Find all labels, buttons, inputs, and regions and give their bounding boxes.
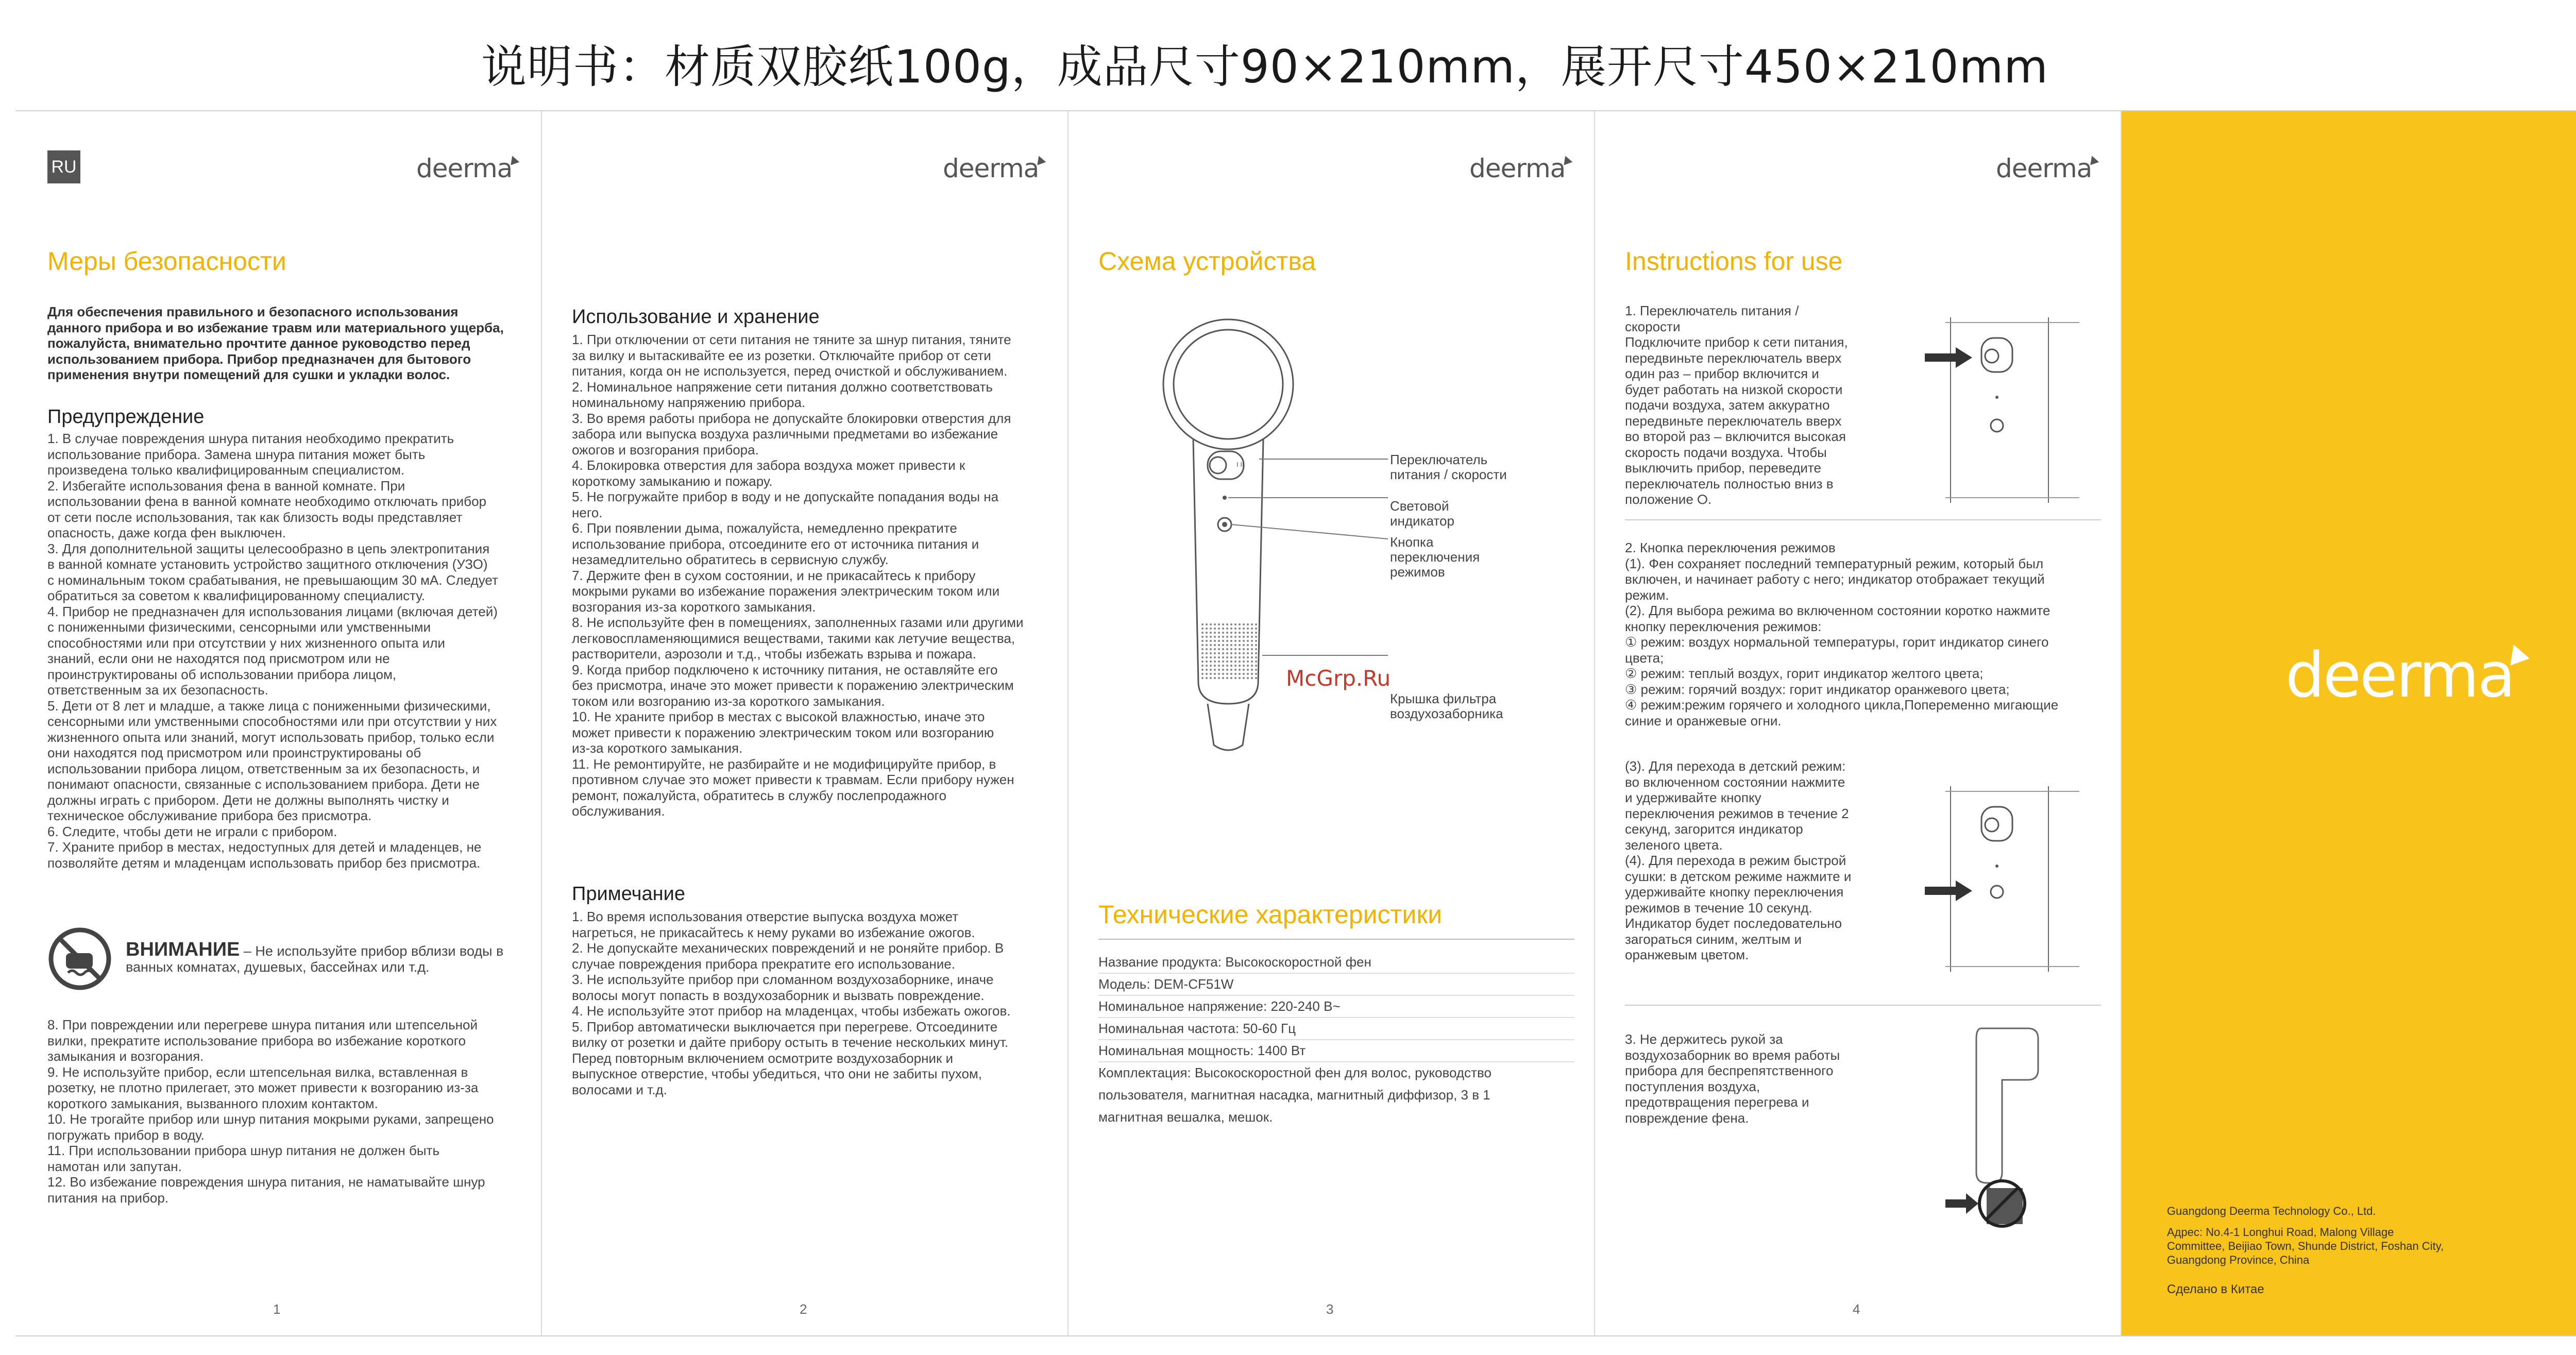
callout-power-switch: Переключатель питания / скорости xyxy=(1390,452,1507,482)
spec-item: Комплектация: Высокоскоростной фен для волос, руководство xyxy=(1098,1065,1492,1080)
deerma-logo: deerma xyxy=(1996,154,2098,183)
spec-row-line xyxy=(1098,1017,1574,1018)
switch-illustration xyxy=(1925,317,2079,503)
warning-text: 1. В случае повреждения шнура питания необходимо прекратить использование прибора. Замена шнура питания может быть произведена только квалифицированным специалистом. 2. Избегайте использования фена в ванной комнате. При использовании фена в ванной комнате необходимо отключать прибор от сети после использования, так как близость воды представляет опасность, даже когда фен выключен. 3. Для дополнительной защиты целесообразно в цепь электропитания в ванной комнате установить устройство защитного отключения (УЗО) с номинальным током срабатывания, не превышающим 30 мА. Следует обратиться за советом к квалифицированному специалисту. 4. Прибор не предназначен для использования лицами (включая детей) с пониженными физическими, сенсорными или умственными способностями или при отсутствии у них жизненного опыта или знаний, если они не находятся под присмотром или не проинструктированы об использовании прибора лицом, ответственным за их безопасность. 5. Дети от 8 лет и младше, а также лица с пониженными физическими, сенсорными или умственными способностями или при отсутствии у них жизненного опыта или знаний, могут использовать прибор, только если они находятся под присмотром или проинструктированы об использовании прибора лицом, ответственным за их безопасность, и понимают опасности, связанные с использованием прибора. Дети не должны играть с прибором. Дети не должны выполнять чистку и техническое обслуживание прибора без присмотра. 6. Следите, чтобы дети не играли с прибором. 7. Храните прибор в местах, недоступных для детей и младенцев, не позволяйте детям и младенцам использовать прибор без присмотра. xyxy=(47,431,498,871)
spec-divider xyxy=(1098,939,1574,940)
step-divider xyxy=(1625,519,2101,520)
spec-row-line xyxy=(1098,995,1574,996)
page-number: 1 xyxy=(273,1301,281,1317)
spec-row-line xyxy=(1098,973,1574,974)
page-number: 2 xyxy=(800,1301,807,1317)
spec-item: Название продукта: Высокоскоростной фен xyxy=(1098,954,1371,970)
deerma-logo-large: deerma xyxy=(2285,640,2527,712)
safety-title: Меры безопасности xyxy=(47,247,286,276)
panel-safety xyxy=(15,111,541,1335)
specs-title: Технические характеристики xyxy=(1098,900,1443,929)
attention-note xyxy=(126,939,538,975)
spec-item: Модель: DEM-CF51W xyxy=(1098,976,1234,992)
spec-item: пользователя, магнитная насадка, магнитный диффизор, 3 в 1 xyxy=(1098,1087,1490,1103)
note-heading: Примечание xyxy=(572,883,685,905)
page-number: 4 xyxy=(1853,1301,1860,1317)
step-power-switch: 1. Переключатель питания / скорости Подключите прибор к сети питания, передвиньте переключатель вверх один раз – прибор включится и будет работать на низкой скорости подачи воздуха, затем аккуратно передвиньте переключатель вверх во второй раз – включится высокая скорость подачи воздуха. Чтобы выключить прибор, переведите переключатель полностью вниз в положение ⭘. xyxy=(1625,303,1848,507)
spec-row-line xyxy=(1098,1061,1574,1062)
language-badge: RU xyxy=(47,150,80,183)
mode-button-illustration xyxy=(1925,786,2079,972)
usage-text: 1. При отключении от сети питания не тяните за шнур питания, тяните за вилку и вытаскивайте ее из розетки. Отключайте прибор от сети питания, когда он не используется, перед очисткой и обслуживанием. 2. Номинальное напряжение сети питания должно соответствовать номинальному напряжению прибора. 3. Во время работы прибора не допускайте блокировки отверстия для забора или выпуска воздуха различными предметами во избежание ожогов и возгорания прибора. 4. Блокировка отверстия для забора воздуха может привести к короткому замыканию и пожару. 5. Не погружайте прибор в воду и не допускайте попадания воды на него. 6. При появлении дыма, пожалуйста, немедленно прекратите использование прибора, отсоедините его от источника питания и незамедлительно обратитесь в сервисную службу. 7. Держите фен в сухом состоянии, и не прикасайтесь к прибору мокрыми руками во избежание поражения электрическим током или возгорания из-за короткого замыкания. 8. Не используйте фен в помещениях, заполненных газами или другими легковоспламеняющимися веществами, такими как летучие вещества, растворители, аэрозоли и т.д., чтобы избежать взрыва и пожара. 9. Когда прибор подключено к источнику питания, не оставляйте его без присмотра, иначе это может привести к поражению электрическим током или возгоранию из-за короткого замыкания. 10. Не храните прибор в местах с высокой влажностью, иначе это может привести к поражению электрическим током или возгоранию из-за короткого замыкания. 11. Не ремонтируйте, не разбирайте и не модифицируйте прибор, в противном случае это может привести к травмам. Если прибору нужен ремонт, пожалуйста, обратитесь в службу послепродажного обслуживания. xyxy=(572,332,1024,819)
usage-heading: Использование и хранение xyxy=(572,306,820,328)
panel-usage xyxy=(542,111,1067,1335)
spec-item: Номинальная частота: 50-60 Гц xyxy=(1098,1021,1296,1036)
step-intake: 3. Не держитесь рукой за воздухозаборник во время работы прибора для беспрепятственного поступления воздуха, предотвращения перегрева и повреждение фена. xyxy=(1625,1031,1840,1126)
made-in: Сделано в Китае xyxy=(2167,1282,2264,1296)
print-spec-title: 说明书：材质双胶纸100g，成品尺寸90×210mm，展开尺寸450×210mm xyxy=(481,40,2049,93)
spec-item: Номинальное напряжение: 220-240 В~ xyxy=(1098,998,1341,1014)
callout-indicator: Световой индикатор xyxy=(1390,498,1454,529)
attention-text: – Не используйте прибор вблизи воды в ванных комнатах, душевых, бассейнах или т.д. xyxy=(126,943,504,975)
safety-intro: Для обеспечения правильного и безопасного использования данного прибора и во избежание травм или материального ущерба, пожалуйста, внимательно прочтите данное руководство перед использованием прибора. Прибор предназначен для бытового применения внутри помещений для сушки и укладки волос. xyxy=(47,304,504,382)
note-text: 1. Во время использования отверстие выпуска воздуха может нагреться, не прикасайтесь к нему руками во избежание ожогов. 2. Не допускайте механических повреждений и не роняйте прибор. В случае повреждения прибора прекратите его использование. 3. Не используйте прибор при сломанном воздухозаборнике, иначе волосы могут попасть в воздухозаборник и вызвать повреждение. 4. Не используйте этот прибор на младенцах, чтобы избежать ожогов. 5. Прибор автоматически выключается при перегреве. Отсоедините вилку от розетки и дайте прибору остыть в течение нескольких минут. Перед повторным включением осмотрите воздухозаборник и выпускное отверстие, чтобы убедиться, что они не забиты пухом, волосами и т.д. xyxy=(572,909,1011,1097)
intake-illustration xyxy=(1925,1018,2079,1234)
attention-label: ВНИМАНИЕ xyxy=(126,939,240,960)
svg-text:I II: I II xyxy=(1236,461,1244,468)
instructions-title: Instructions for use xyxy=(1625,247,1843,276)
step-child-mode: (3). Для перехода в детский режим: во включенном состоянии нажмите и удерживайте кнопку переключения режимов в течение 2 секунд, загорится индикатор зеленого цвета. (4). Для перехода в режим быстрой сушки: в детском режиме нажмите и удерживайте кнопку переключения режимов в течение 10 секунд. Индикатор будет последовательно загораться синим, желтым и оранжевым цветом. xyxy=(1625,758,1852,962)
no-water-icon xyxy=(47,926,112,991)
step-divider xyxy=(1625,1005,2101,1006)
leaflet-sheet xyxy=(15,110,2576,1336)
panel-instructions xyxy=(1595,111,2121,1335)
callout-mode-button: Кнопка переключения режимов xyxy=(1390,534,1480,580)
deerma-logo: deerma xyxy=(943,154,1045,183)
back-cover xyxy=(2122,111,2576,1335)
spec-item: магнитная вешалка, мешок. xyxy=(1098,1109,1273,1125)
spec-row-line xyxy=(1098,1039,1574,1040)
hair-dryer-diagram xyxy=(1156,312,1429,776)
callout-filter-cover: Крышка фильтра воздухозаборника xyxy=(1390,691,1503,721)
company-name: Guangdong Deerma Technology Co., Ltd. xyxy=(2167,1205,2376,1217)
deerma-logo: deerma xyxy=(416,154,518,183)
warning-text-more: 8. При повреждении или перегреве шнура питания или штепсельной вилки, прекратите использование прибора во избежание короткого замыкания и возгорания. 9. Не используйте прибор, если штепсельная вилка, вставленная в розетку, не плотно прилегает, это может привести к возгоранию из-за короткого замыкания, вызванного плохим контактом. 10. Не трогайте прибор или шнур питания мокрыми руками, запрещено погружать прибор в воду. 11. При использовании прибора шнур питания не должен быть намотан или запутан. 12. Во избежание повреждения шнура питания, не наматывайте шнур питания на прибор. xyxy=(47,1017,494,1206)
step-mode-button: 2. Кнопка переключения режимов (1). Фен сохраняет последний температурный режим, который был включен, и начинает работу с него; индикатор отображает текущий режим. (2). Для выбора режима во включенном состоянии коротко нажмите кнопку переключения режимов: ① режим: воздух нормальной температуры, горит индикатор синего цвета; ② режим: теплый воздух, горит индикатор желтого цвета; ③ режим: горячий воздух: горит индикатор оранжевого цвета; ④ режим:режим горячего и холодного цикла,Попеременно мигающие синие и оранжевые огни. xyxy=(1625,540,2059,729)
company-address: Адрес: No.4-1 Longhui Road, Malong Village Committee, Beijiao Town, Shunde District, Foshan City, Guangdong Province, China xyxy=(2167,1226,2444,1266)
deerma-logo: deerma xyxy=(1469,154,1571,183)
warning-heading: Предупреждение xyxy=(47,406,205,428)
watermark: McGrp.Ru xyxy=(1286,666,1391,691)
diagram-title: Схема устройства xyxy=(1098,247,1316,276)
panel-diagram xyxy=(1069,111,1594,1335)
page-number: 3 xyxy=(1326,1301,1334,1317)
spec-item: Номинальная мощность: 1400 Вт xyxy=(1098,1043,1306,1058)
